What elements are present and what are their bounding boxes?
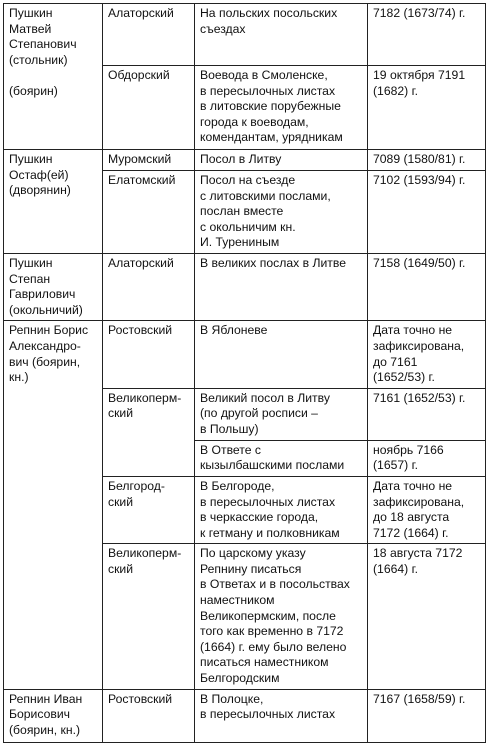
office-cell: В Полоцке, в пересылочных листах xyxy=(195,689,368,742)
table-row xyxy=(4,253,486,320)
date-cell: 19 октября 7191 (1682) г. xyxy=(368,66,486,150)
office-cell: В Ответе с кызылбашскими послами xyxy=(195,440,368,476)
title-cell: Ростовский xyxy=(103,689,195,742)
person-cell: Пушкин Матвей Степанович (стольник) (боярин) xyxy=(4,4,103,150)
date-cell: 7102 (1593/94) г. xyxy=(368,171,486,254)
date-cell: 7167 (1658/59) г. xyxy=(368,689,486,742)
date-cell: Дата точно не зафиксирована, до 7161 (1652/53) г. xyxy=(368,321,486,388)
title-cell: Великоперм- ский xyxy=(103,544,195,689)
office-cell: На польских посольских съездах xyxy=(195,4,368,66)
table-row xyxy=(4,150,486,171)
date-cell: 7089 (1580/81) г. xyxy=(368,150,486,171)
person-cell: Пушкин Остаф(ей) (дворянин) xyxy=(4,150,103,254)
title-cell: Алаторский xyxy=(103,253,195,320)
person-cell: Репнин Борис Александро- вич (боярин, кн.) xyxy=(4,321,103,689)
date-cell: Дата точно не зафиксирована, до 18 августа 7172 (1664) г. xyxy=(368,476,486,543)
title-cell: Белгород- ский xyxy=(103,476,195,543)
office-cell: В Белгороде, в пересылочных листах в черкасские города, к гетману и полковникам xyxy=(195,476,368,543)
title-cell: Елатомский xyxy=(103,171,195,254)
office-cell: Воевода в Смоленске, в пересылочных листах в литовские порубежные города к воеводам, комендантам, урядникам xyxy=(195,66,368,150)
title-cell: Великоперм- ский xyxy=(103,388,195,476)
title-cell: Обдорский xyxy=(103,66,195,150)
date-cell: 7161 (1652/53) г. xyxy=(368,388,486,440)
office-cell: Посол в Литву xyxy=(195,150,368,171)
date-cell: 18 августа 7172 (1664) г. xyxy=(368,544,486,689)
office-cell: Посол на съезде с литовскими послами, послан вместе с окольничим кн. И. Турениным xyxy=(195,171,368,254)
date-cell: 7182 (1673/74) г. xyxy=(368,4,486,66)
office-cell: Великий посол в Литву (по другой росписи – в Польшу) xyxy=(195,388,368,440)
date-cell: 7158 (1649/50) г. xyxy=(368,253,486,320)
titles-table xyxy=(3,3,486,743)
title-cell: Муромский xyxy=(103,150,195,171)
office-cell: По царскому указу Репнину писаться в Ответах и в посольствах наместником Великопермским, после того как временно в 7172 (1664) г. ему было велено писаться наместником Белгородским xyxy=(195,544,368,689)
table-row xyxy=(4,689,486,742)
person-cell: Пушкин Степан Гаврилович (окольничий) xyxy=(4,253,103,320)
date-cell: ноябрь 7166 (1657) г. xyxy=(368,440,486,476)
office-cell: В Яблоневе xyxy=(195,321,368,388)
title-cell: Алаторский xyxy=(103,4,195,66)
person-cell: Репнин Иван Борисович (боярин, кн.) xyxy=(4,689,103,742)
table-row xyxy=(4,4,486,66)
title-cell: Ростовский xyxy=(103,321,195,388)
office-cell: В великих послах в Литве xyxy=(195,253,368,320)
table-row xyxy=(4,321,486,388)
